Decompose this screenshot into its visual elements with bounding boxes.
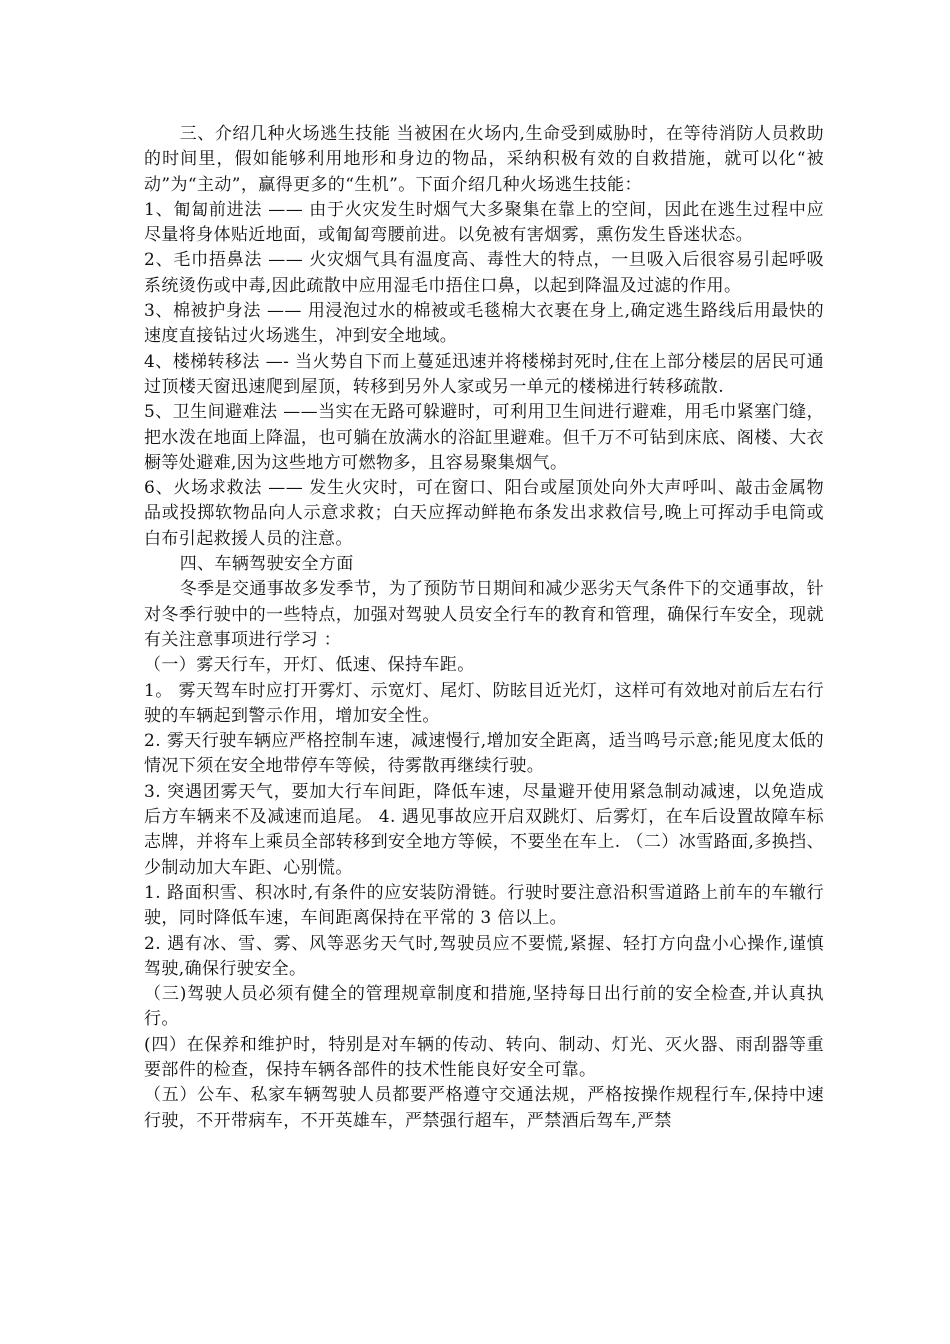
paragraph-rescue-signal-method: 6、火场求救法 —— 发生火灾时，可在窗口、阳台或屋顶处向外大声呼叫、敲击金属物品或投掷软物品向人示意求救；白天应挥动鲜艳布条发出求救信号,晚上可挥动手电筒或白布引起救援人员的注意。 (144, 478, 824, 549)
subheading-fog-driving: （一）雾天行车，开灯、低速、保持车距。 (144, 655, 475, 676)
paragraph-fire-escape-intro: 三、介绍几种火场逃生技能 当被困在火场内,生命受到威胁时，在等待消防人员救助的时间里，假如能够利用地形和身边的物品，采纳积极有效的自救措施，就可以化“被动”为“主动”，赢得更多的“生机”。下面介绍几种火场逃生技能： (144, 124, 824, 195)
paragraph-bathroom-method: 5、卫生间避难法 ——当实在无路可躲避时，可利用卫生间进行避难，用毛巾紧塞门缝，把水泼在地面上降温，也可躺在放满水的浴缸里避难。但千万不可钻到床底、阁楼、大衣橱等处避难,因为这些地方可燃物多，且容易聚集烟气。 (144, 402, 824, 473)
paragraph-stairs-method: 4、楼梯转移法 —- 当火势自下而上蔓延迅速并将楼梯封死时,住在上部分楼层的居民可通过顶楼天窗迅速爬到屋顶，转移到另外人家或另一单元的楼梯进行转移疏散. (144, 351, 824, 397)
paragraph-blanket-method: 3、棉被护身法 —— 用浸泡过水的棉被或毛毯棉大衣裹在身上,确定逃生路线后用最快的速度直接钻过火场逃生，冲到安全地域。 (144, 301, 824, 347)
paragraph-maintenance-check: (四）在保养和维护时，特别是对车辆的传动、转向、制动、灯光、灭火器、雨刮器等重要部件的检查，保持车辆各部件的技术性能良好安全可靠。 (144, 1034, 824, 1080)
paragraph-fog-speed: 2. 雾天行驶车辆应严格控制车速，减速慢行,增加安全距离，适当鸣号示意;能见度太低的情况下须在安全地带停车等候，待雾散再继续行驶。 (144, 731, 824, 777)
paragraph-crawl-method: 1、匍匐前进法 —— 由于火灾发生时烟气大多聚集在靠上的空间，因此在逃生过程中应尽量将身体贴近地面，或匍匐弯腰前进。以免被有害烟雾，熏伤发生昏迷状态。 (144, 199, 824, 246)
paragraph-traffic-law: （五）公车、私家车辆驾驶人员都要严格遵守交通法规，严格按操作规程行车,保持中速行驶，不开带病车，不开英雄车，严禁强行超车，严禁酒后驾车,严禁 (144, 1085, 824, 1131)
document-page (144, 122, 824, 1134)
paragraph-patch-fog-and-ice: 3. 突遇团雾天气，要加大行车间距，降低车速，尽量避开使用紧急制动减速，以免造成后方车辆来不及减速而追尾。 4. 遇见事故应开启双跳灯、后雾灯，在车后设置故障车标志牌，并将车上乘员全部转移到安全地方等候，不要坐在车上. （二）冰雪路面,多换挡、少制动加大车距、心别慌。 (144, 781, 824, 878)
paragraph-management-rules: （三)驾驶人员必须有健全的管理规章制度和措施,坚持每日出行前的安全检查,并认真执行。 (144, 984, 824, 1030)
paragraph-bad-weather-steering: 2. 遇有冰、雪、雾、风等恶劣天气时,驾驶员应不要慌,紧握、轻打方向盘小心操作,谨慎驾驶,确保行驶安全。 (144, 933, 824, 979)
paragraph-towel-method: 2、毛巾捂鼻法 —— 火灾烟气具有温度高、毒性大的特点，一旦吸入后很容易引起呼吸系统烫伤或中毒,因此疏散中应用湿毛巾捂住口鼻，以起到降温及过滤的作用。 (144, 250, 824, 296)
paragraph-winter-traffic-intro: 冬季是交通事故多发季节，为了预防节日期间和减少恶劣天气条件下的交通事故，针对冬季行驶中的一些特点，加强对驾驶人员安全行车的教育和管理，确保行车安全，现就有关注意事项进行学习 ： (144, 579, 824, 650)
paragraph-fog-lights: 1。 雾天驾车时应打开雾灯、示宽灯、尾灯、防眩目近光灯，这样可有效地对前后左右行驶的车辆起到警示作用，增加安全性。 (144, 680, 824, 726)
section-heading-vehicle-safety: 四、车辆驾驶安全方面 (179, 554, 354, 575)
paragraph-snow-chains: 1. 路面积雪、积冰时,有条件的应安装防滑链。行驶时要注意沿积雪道路上前车的车辙行驶，同时降低车速，车间距离保持在平常的 3 倍以上。 (144, 882, 824, 929)
